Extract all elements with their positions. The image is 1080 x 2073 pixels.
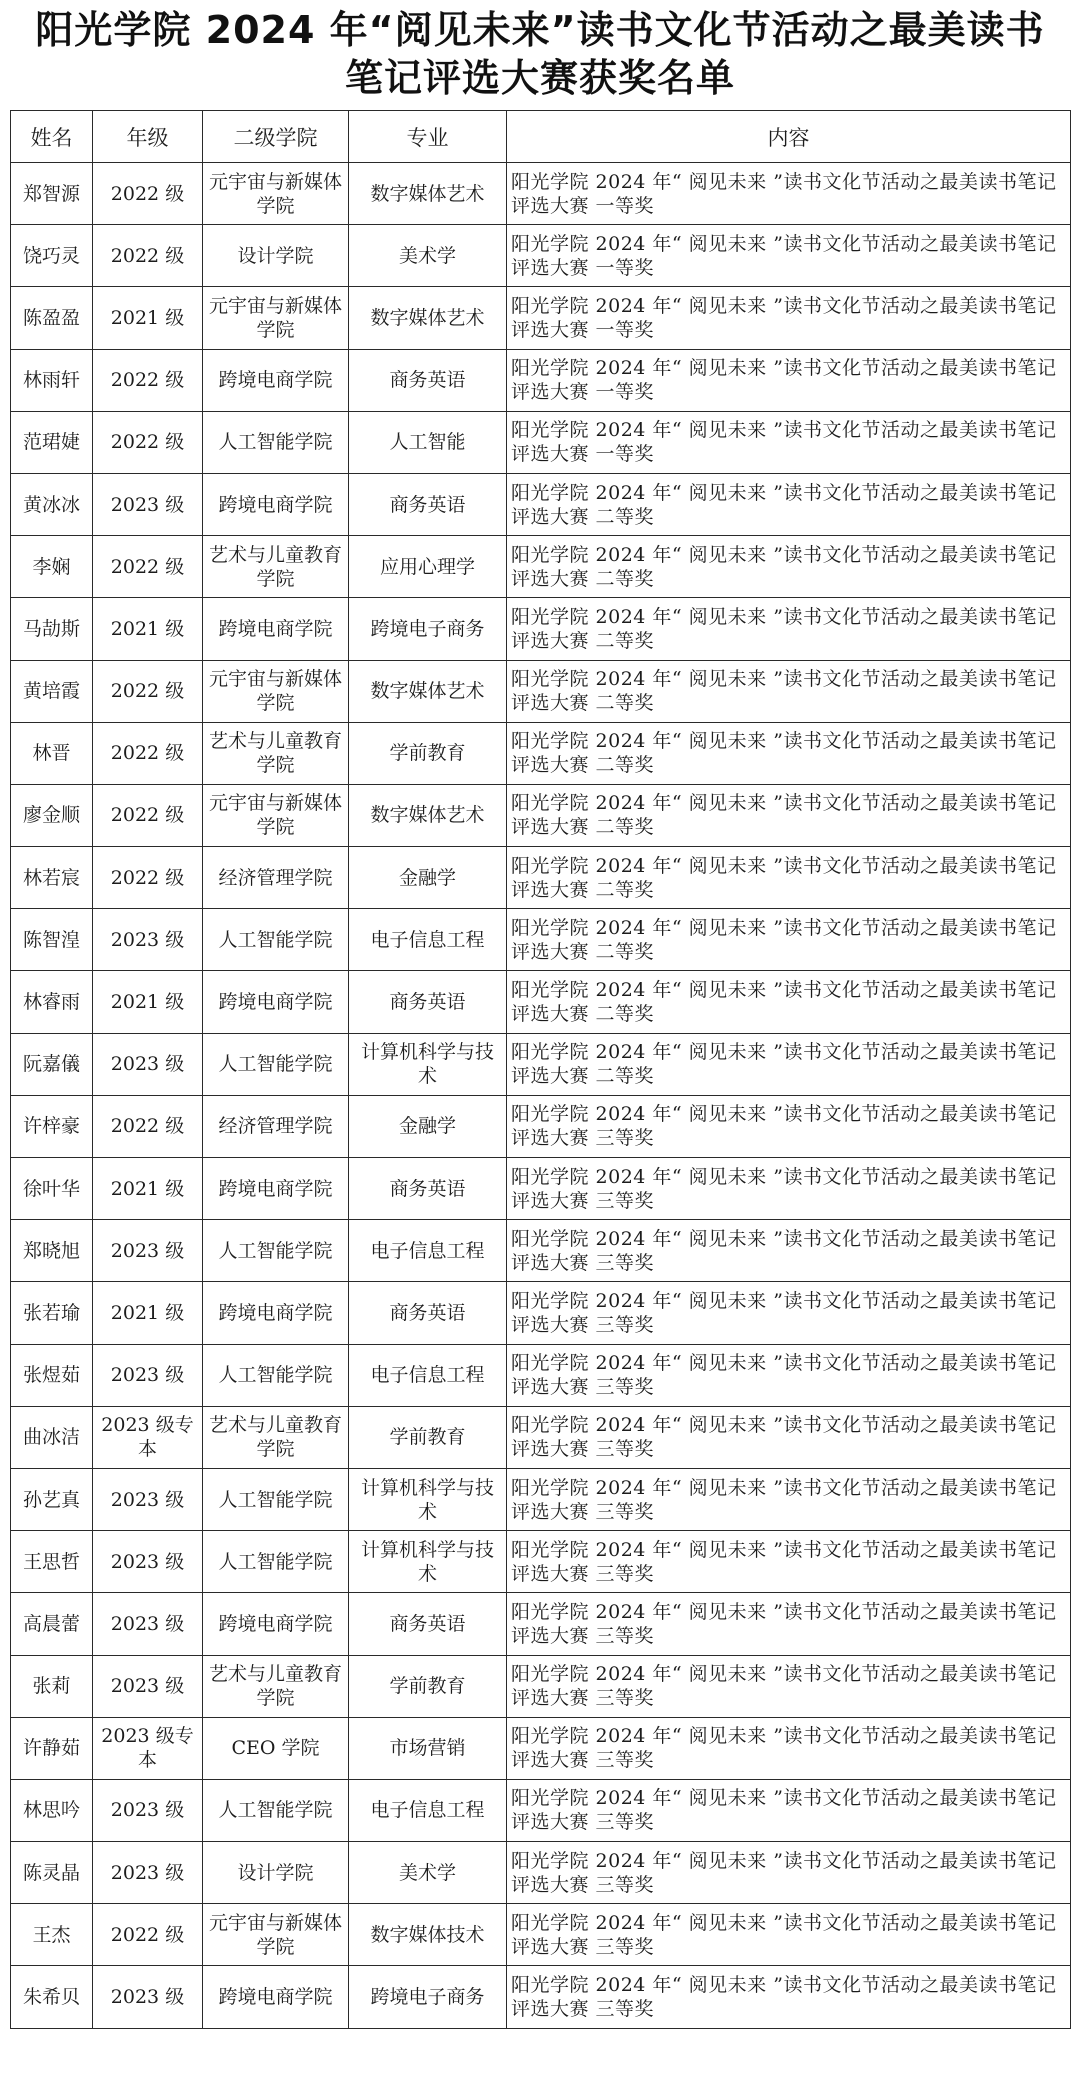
cell-college: 跨境电商学院 <box>203 1593 349 1655</box>
cell-major: 数字媒体技术 <box>349 1904 507 1966</box>
cell-grade: 2022 级 <box>93 784 203 846</box>
cell-name: 林晋 <box>11 722 93 784</box>
cell-major: 美术学 <box>349 1842 507 1904</box>
table-row <box>11 1842 1071 1904</box>
cell-name: 林思吟 <box>11 1779 93 1841</box>
cell-content: 阳光学院 2024 年“ 阅见未来 ”读书文化节活动之最美读书笔记评选大赛 三等奖 <box>507 1158 1071 1220</box>
cell-major: 计算机科学与技术 <box>349 1033 507 1095</box>
cell-content: 阳光学院 2024 年“ 阅见未来 ”读书文化节活动之最美读书笔记评选大赛 三等奖 <box>507 1842 1071 1904</box>
cell-content: 阳光学院 2024 年“ 阅见未来 ”读书文化节活动之最美读书笔记评选大赛 二等奖 <box>507 909 1071 971</box>
cell-grade: 2022 级 <box>93 660 203 722</box>
header-grade: 年级 <box>93 111 203 163</box>
cell-college: 设计学院 <box>203 1842 349 1904</box>
cell-name: 许梓豪 <box>11 1095 93 1157</box>
title-line-1: 阳光学院 2024 年“阅见未来”读书文化节活动之最美读书 <box>35 8 1045 52</box>
cell-major: 商务英语 <box>349 1593 507 1655</box>
cell-name: 阮嘉儀 <box>11 1033 93 1095</box>
cell-name: 陈盈盈 <box>11 287 93 349</box>
cell-content: 阳光学院 2024 年“ 阅见未来 ”读书文化节活动之最美读书笔记评选大赛 二等奖 <box>507 660 1071 722</box>
table-row <box>11 1406 1071 1468</box>
cell-name: 孙艺真 <box>11 1468 93 1530</box>
table-row <box>11 784 1071 846</box>
header-college: 二级学院 <box>203 111 349 163</box>
cell-name: 陈灵晶 <box>11 1842 93 1904</box>
cell-name: 曲冰洁 <box>11 1406 93 1468</box>
cell-grade: 2023 级专本 <box>93 1406 203 1468</box>
cell-college: 元宇宙与新媒体学院 <box>203 163 349 225</box>
cell-college: 元宇宙与新媒体学院 <box>203 784 349 846</box>
cell-content: 阳光学院 2024 年“ 阅见未来 ”读书文化节活动之最美读书笔记评选大赛 三等奖 <box>507 1531 1071 1593</box>
table-row <box>11 1717 1071 1779</box>
cell-content: 阳光学院 2024 年“ 阅见未来 ”读书文化节活动之最美读书笔记评选大赛 二等奖 <box>507 847 1071 909</box>
table-row <box>11 1468 1071 1530</box>
table-row <box>11 1220 1071 1282</box>
table-row <box>11 1531 1071 1593</box>
cell-grade: 2022 级 <box>93 225 203 287</box>
cell-content: 阳光学院 2024 年“ 阅见未来 ”读书文化节活动之最美读书笔记评选大赛 二等奖 <box>507 598 1071 660</box>
cell-content: 阳光学院 2024 年“ 阅见未来 ”读书文化节活动之最美读书笔记评选大赛 二等奖 <box>507 536 1071 598</box>
cell-college: 跨境电商学院 <box>203 1158 349 1220</box>
cell-college: 人工智能学院 <box>203 1779 349 1841</box>
cell-content: 阳光学院 2024 年“ 阅见未来 ”读书文化节活动之最美读书笔记评选大赛 三等奖 <box>507 1779 1071 1841</box>
cell-major: 应用心理学 <box>349 536 507 598</box>
cell-college: 设计学院 <box>203 225 349 287</box>
cell-name: 黄培霞 <box>11 660 93 722</box>
cell-grade: 2022 级 <box>93 722 203 784</box>
table-row <box>11 1344 1071 1406</box>
cell-college: 人工智能学院 <box>203 411 349 473</box>
header-content: 内容 <box>507 111 1071 163</box>
cell-grade: 2023 级 <box>93 1344 203 1406</box>
cell-college: 艺术与儿童教育学院 <box>203 1655 349 1717</box>
cell-major: 商务英语 <box>349 1282 507 1344</box>
cell-grade: 2021 级 <box>93 1158 203 1220</box>
cell-college: 艺术与儿童教育学院 <box>203 1406 349 1468</box>
cell-grade: 2022 级 <box>93 163 203 225</box>
cell-college: 经济管理学院 <box>203 847 349 909</box>
cell-content: 阳光学院 2024 年“ 阅见未来 ”读书文化节活动之最美读书笔记评选大赛 一等奖 <box>507 287 1071 349</box>
table-row <box>11 909 1071 971</box>
cell-grade: 2023 级 <box>93 909 203 971</box>
cell-content: 阳光学院 2024 年“ 阅见未来 ”读书文化节活动之最美读书笔记评选大赛 二等奖 <box>507 784 1071 846</box>
cell-major: 市场营销 <box>349 1717 507 1779</box>
cell-major: 电子信息工程 <box>349 909 507 971</box>
cell-college: 人工智能学院 <box>203 1220 349 1282</box>
cell-name: 林雨轩 <box>11 349 93 411</box>
cell-college: 人工智能学院 <box>203 1468 349 1530</box>
cell-name: 郑晓旭 <box>11 1220 93 1282</box>
cell-grade: 2022 级 <box>93 536 203 598</box>
cell-name: 廖金顺 <box>11 784 93 846</box>
cell-college: 人工智能学院 <box>203 1033 349 1095</box>
cell-content: 阳光学院 2024 年“ 阅见未来 ”读书文化节活动之最美读书笔记评选大赛 二等奖 <box>507 473 1071 535</box>
cell-grade: 2023 级 <box>93 1531 203 1593</box>
cell-major: 数字媒体艺术 <box>349 660 507 722</box>
cell-content: 阳光学院 2024 年“ 阅见未来 ”读书文化节活动之最美读书笔记评选大赛 三等奖 <box>507 1593 1071 1655</box>
table-row <box>11 847 1071 909</box>
cell-content: 阳光学院 2024 年“ 阅见未来 ”读书文化节活动之最美读书笔记评选大赛 一等奖 <box>507 163 1071 225</box>
cell-content: 阳光学院 2024 年“ 阅见未来 ”读书文化节活动之最美读书笔记评选大赛 一等奖 <box>507 349 1071 411</box>
cell-major: 商务英语 <box>349 1158 507 1220</box>
table-row <box>11 1095 1071 1157</box>
cell-grade: 2023 级 <box>93 1779 203 1841</box>
table-row <box>11 1966 1071 2028</box>
cell-name: 林睿雨 <box>11 971 93 1033</box>
cell-grade: 2022 级 <box>93 847 203 909</box>
cell-content: 阳光学院 2024 年“ 阅见未来 ”读书文化节活动之最美读书笔记评选大赛 二等奖 <box>507 1033 1071 1095</box>
cell-major: 美术学 <box>349 225 507 287</box>
cell-major: 金融学 <box>349 847 507 909</box>
cell-college: 艺术与儿童教育学院 <box>203 536 349 598</box>
cell-college: 元宇宙与新媒体学院 <box>203 1904 349 1966</box>
table-row <box>11 1282 1071 1344</box>
cell-content: 阳光学院 2024 年“ 阅见未来 ”读书文化节活动之最美读书笔记评选大赛 三等奖 <box>507 1655 1071 1717</box>
cell-college: 跨境电商学院 <box>203 971 349 1033</box>
cell-major: 计算机科学与技术 <box>349 1531 507 1593</box>
table-row <box>11 1593 1071 1655</box>
cell-grade: 2021 级 <box>93 287 203 349</box>
cell-name: 徐叶华 <box>11 1158 93 1220</box>
cell-college: 跨境电商学院 <box>203 1966 349 2028</box>
cell-grade: 2022 级 <box>93 1095 203 1157</box>
cell-name: 张煜茹 <box>11 1344 93 1406</box>
cell-major: 电子信息工程 <box>349 1779 507 1841</box>
table-row <box>11 349 1071 411</box>
cell-content: 阳光学院 2024 年“ 阅见未来 ”读书文化节活动之最美读书笔记评选大赛 三等奖 <box>507 1717 1071 1779</box>
cell-name: 高晨蕾 <box>11 1593 93 1655</box>
cell-college: 经济管理学院 <box>203 1095 349 1157</box>
cell-name: 郑智源 <box>11 163 93 225</box>
cell-grade: 2023 级 <box>93 1655 203 1717</box>
table-row <box>11 287 1071 349</box>
cell-name: 朱希贝 <box>11 1966 93 2028</box>
cell-major: 数字媒体艺术 <box>349 784 507 846</box>
cell-major: 跨境电子商务 <box>349 1966 507 2028</box>
cell-major: 商务英语 <box>349 349 507 411</box>
table-row <box>11 660 1071 722</box>
cell-college: 跨境电商学院 <box>203 598 349 660</box>
cell-college: CEO 学院 <box>203 1717 349 1779</box>
table-row <box>11 598 1071 660</box>
cell-grade: 2023 级 <box>93 1593 203 1655</box>
title-line-2: 笔记评选大赛获奖名单 <box>344 56 735 100</box>
cell-college: 跨境电商学院 <box>203 473 349 535</box>
table-row <box>11 1904 1071 1966</box>
awards-table <box>10 110 1071 2029</box>
cell-content: 阳光学院 2024 年“ 阅见未来 ”读书文化节活动之最美读书笔记评选大赛 三等奖 <box>507 1406 1071 1468</box>
cell-grade: 2023 级 <box>93 1468 203 1530</box>
cell-major: 计算机科学与技术 <box>349 1468 507 1530</box>
cell-content: 阳光学院 2024 年“ 阅见未来 ”读书文化节活动之最美读书笔记评选大赛 一等奖 <box>507 225 1071 287</box>
cell-content: 阳光学院 2024 年“ 阅见未来 ”读书文化节活动之最美读书笔记评选大赛 三等奖 <box>507 1904 1071 1966</box>
cell-content: 阳光学院 2024 年“ 阅见未来 ”读书文化节活动之最美读书笔记评选大赛 一等奖 <box>507 411 1071 473</box>
table-row <box>11 473 1071 535</box>
table-row <box>11 1779 1071 1841</box>
cell-major: 数字媒体艺术 <box>349 163 507 225</box>
cell-content: 阳光学院 2024 年“ 阅见未来 ”读书文化节活动之最美读书笔记评选大赛 三等奖 <box>507 1344 1071 1406</box>
table-row <box>11 411 1071 473</box>
cell-name: 饶巧灵 <box>11 225 93 287</box>
cell-major: 数字媒体艺术 <box>349 287 507 349</box>
cell-content: 阳光学院 2024 年“ 阅见未来 ”读书文化节活动之最美读书笔记评选大赛 三等奖 <box>507 1966 1071 2028</box>
cell-grade: 2022 级 <box>93 1904 203 1966</box>
table-row <box>11 225 1071 287</box>
cell-name: 许静茹 <box>11 1717 93 1779</box>
cell-grade: 2023 级 <box>93 1966 203 2028</box>
cell-major: 电子信息工程 <box>349 1220 507 1282</box>
cell-content: 阳光学院 2024 年“ 阅见未来 ”读书文化节活动之最美读书笔记评选大赛 二等奖 <box>507 971 1071 1033</box>
cell-college: 艺术与儿童教育学院 <box>203 722 349 784</box>
cell-content: 阳光学院 2024 年“ 阅见未来 ”读书文化节活动之最美读书笔记评选大赛 三等奖 <box>507 1468 1071 1530</box>
cell-grade: 2023 级 <box>93 1033 203 1095</box>
cell-name: 陈智湟 <box>11 909 93 971</box>
table-row <box>11 1158 1071 1220</box>
table-row <box>11 1033 1071 1095</box>
cell-grade: 2022 级 <box>93 411 203 473</box>
cell-name: 黄冰冰 <box>11 473 93 535</box>
header-major: 专业 <box>349 111 507 163</box>
header-name: 姓名 <box>11 111 93 163</box>
cell-major: 学前教育 <box>349 722 507 784</box>
cell-grade: 2023 级专本 <box>93 1717 203 1779</box>
cell-name: 王杰 <box>11 1904 93 1966</box>
cell-college: 人工智能学院 <box>203 1344 349 1406</box>
cell-major: 商务英语 <box>349 971 507 1033</box>
cell-content: 阳光学院 2024 年“ 阅见未来 ”读书文化节活动之最美读书笔记评选大赛 二等奖 <box>507 722 1071 784</box>
cell-major: 学前教育 <box>349 1406 507 1468</box>
cell-major: 商务英语 <box>349 473 507 535</box>
cell-college: 跨境电商学院 <box>203 349 349 411</box>
cell-grade: 2021 级 <box>93 598 203 660</box>
cell-college: 元宇宙与新媒体学院 <box>203 660 349 722</box>
cell-major: 金融学 <box>349 1095 507 1157</box>
cell-major: 电子信息工程 <box>349 1344 507 1406</box>
cell-name: 张莉 <box>11 1655 93 1717</box>
cell-college: 元宇宙与新媒体学院 <box>203 287 349 349</box>
table-body <box>11 163 1071 2029</box>
cell-grade: 2022 级 <box>93 349 203 411</box>
cell-name: 张若瑜 <box>11 1282 93 1344</box>
cell-grade: 2021 级 <box>93 1282 203 1344</box>
cell-name: 马劼斯 <box>11 598 93 660</box>
cell-content: 阳光学院 2024 年“ 阅见未来 ”读书文化节活动之最美读书笔记评选大赛 三等奖 <box>507 1220 1071 1282</box>
cell-name: 范珺婕 <box>11 411 93 473</box>
cell-grade: 2021 级 <box>93 971 203 1033</box>
cell-college: 人工智能学院 <box>203 1531 349 1593</box>
table-header-row <box>11 111 1071 163</box>
cell-grade: 2023 级 <box>93 1220 203 1282</box>
cell-name: 李娴 <box>11 536 93 598</box>
table-row <box>11 1655 1071 1717</box>
cell-content: 阳光学院 2024 年“ 阅见未来 ”读书文化节活动之最美读书笔记评选大赛 三等奖 <box>507 1095 1071 1157</box>
cell-name: 林若宸 <box>11 847 93 909</box>
table-row <box>11 971 1071 1033</box>
document-title <box>10 0 1070 108</box>
cell-grade: 2023 级 <box>93 1842 203 1904</box>
table-row <box>11 722 1071 784</box>
cell-college: 跨境电商学院 <box>203 1282 349 1344</box>
cell-name: 王思哲 <box>11 1531 93 1593</box>
table-row <box>11 536 1071 598</box>
cell-college: 人工智能学院 <box>203 909 349 971</box>
cell-content: 阳光学院 2024 年“ 阅见未来 ”读书文化节活动之最美读书笔记评选大赛 三等奖 <box>507 1282 1071 1344</box>
cell-grade: 2023 级 <box>93 473 203 535</box>
cell-major: 跨境电子商务 <box>349 598 507 660</box>
table-row <box>11 163 1071 225</box>
cell-major: 学前教育 <box>349 1655 507 1717</box>
cell-major: 人工智能 <box>349 411 507 473</box>
